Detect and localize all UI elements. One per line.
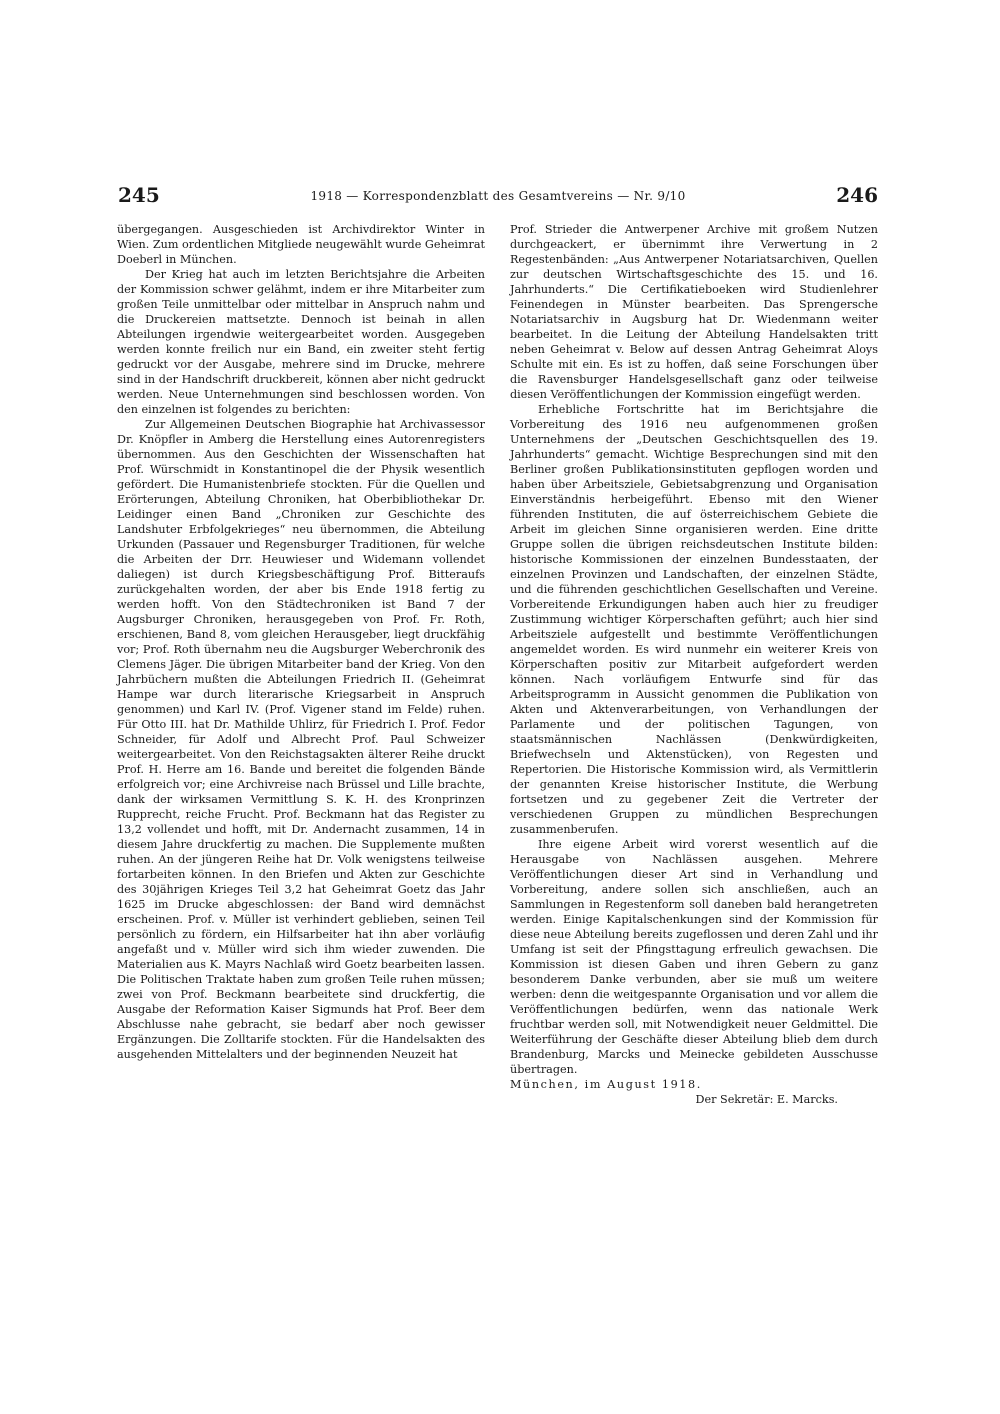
page-number-right: 246: [836, 183, 878, 207]
place-date: München, im August 1918.: [510, 1078, 702, 1091]
paragraph: Zur Allgemeinen Deutschen Biographie hat Archivassessor Dr. Knöpfler in Amberg die Herstellung eines Autorenregisters übernommen. Aus den Geschichten der Wissenschaften hat Prof. Würschmidt in Konstantinopel die der Physik wesentlich gefördert. Die Humanistenbriefe stockten. Für die Quellen und Erörterungen, Abteilung Chroniken, hat Oberbibliothekar Dr. Leidinger einen Band „Chroniken zur Geschichte des Landshuter Erbfolgekrieges“ neu übernommen, die Abteilung Urkunden (Passauer und Regensburger Traditionen, für welche die Arbeiten der Drr. Heuwieser und Widemann vollendet daliegen) ist durch Kriegsbeschäftigung Prof. Bitteraufs zurückgehalten worden, der aber bis Ende 1918 fertig zu werden hofft. Von den Städtechroniken ist Band 7 der Augsburger Chroniken, herausgegeben von Prof. Fr. Roth, erschienen, Band 8, vom gleichen Herausgeber, liegt druckfähig vor; Prof. Roth übernahm neu die Augsburger Weberchronik des Clemens Jäger. Die übrigen Mitarbeiter band der Krieg. Von den Jahrbüchern mußten die Abteilungen Friedrich II. (Geheimrat Hampe war durch literarische Kriegsarbeit in Anspruch genommen) und Karl IV. (Prof. Vigener stand im Felde) ruhen. Für Otto III. hat Dr. Mathilde Uhlirz, für Friedrich I. Prof. Fedor Schneider, für Adolf und Albrecht Prof. Paul Schweizer weitergearbeitet. Von den Reichstagsakten älterer Reihe druckt Prof. H. Herre am 16. Bande und bereitet die folgenden Bände erfolgreich vor; eine Archivreise nach Brüssel und Lille brachte, dank der wirksamen Vermittlung S. K. H. des Kronprinzen Rupprecht, reiche Frucht. Prof. Beckmann hat das Register zu 13,2 vollendet und hofft, mit Dr. Andernacht zusammen, 14 in diesem Jahre druckfertig zu machen. Die Supplemente mußten ruhen. An der jüngeren Reihe hat Dr. Volk wenigstens teilweise fortarbeiten können. In den Briefen und Akten zur Geschichte des 30jährigen Krieges Teil 3,2 hat Geheimrat Goetz das Jahr 1625 im Drucke abgeschlossen: der Band wird demnächst erscheinen. Prof. v. Müller ist verhindert geblieben, seinen Teil persönlich zu fördern, ein Hilfsarbeiter hat ihn aber vorläufig angefaßt und v. Müller wird sich ihm wieder zuwenden. Die Materialien aus K. Mayrs Nachlaß wird Goetz bearbeiten lassen. Die Politischen Traktate haben zum großen Teile ruhen müssen; zwei von Prof. Beckmann bearbeitete sind druckfertig, die Ausgabe der Reformation Kaiser Sigmunds hat Prof. Beer dem Abschlusse nahe gebracht, sie bedarf aber noch gewisser Ergänzungen. Die Zolltarife stockten. Für die Handelsakten des ausgehenden Mittelalters und der beginnenden Neuzeit hat: [117, 418, 485, 1061]
paragraph: Der Krieg hat auch im letzten Berichtsjahre die Arbeiten der Kommission schwer gelähmt, indem er ihre Mitarbeiter zum großen Teile unmittelbar oder mittelbar in Anspruch nahm und die Druckereien mattsetzte. Dennoch ist beinah in allen Abteilungen irgendwie weitergearbeitet worden. Ausgegeben werden konnte freilich nur ein Band, ein zweiter steht fertig gedruckt vor der Ausgabe, mehrere sind im Drucke, mehrere sind in der Handschrift druckbereit, können aber nicht gedruckt werden. Neue Unternehmungen sind beschlossen worden. Von den einzelnen ist folgendes zu berichten:: [117, 268, 485, 416]
paragraph: Ihre eigene Arbeit wird vorerst wesentlich auf die Herausgabe von Nachlässen ausgehen. Mehrere Veröffentlichungen dieser Art sind in Verhandlung und Vorbereitung, andere sollen sich anschließen, auch an Sammlungen in Regestenform soll daneben bald herangetreten werden. Einige Kapitalschenkungen sind der Kommission für diese neue Abteilung bereits zugeflossen und deren Zahl und ihr Umfang ist seit der Pfingsttagung erfreulich gewachsen. Die Kommission ist diesen Gaben und ihren Gebern zu ganz besonderem Danke verbunden, aber sie muß um weitere werben: denn die weitgespannte Organisation und vor allem die Veröffentlichungen bedürfen, wenn das nationale Werk fruchtbar werden soll, mit Notwendigkeit neuer Geldmittel. Die Weiterführung der Geschäfte dieser Abteilung blieb dem durch Brandenburg, Marcks und Meinecke gebildeten Ausschusse übertragen.: [510, 838, 878, 1076]
left-column: [117, 222, 485, 1062]
signature: Der Sekretär: E. Marcks.: [695, 1093, 838, 1106]
page-header: [118, 183, 878, 213]
running-title: 1918 — Korrespondenzblatt des Gesamtvereins — Nr. 9/10: [310, 189, 686, 203]
paragraph: Prof. Strieder die Antwerpener Archive mit großem Nutzen durchgeackert, er übernimmt ihre Verwertung in 2 Regestenbänden: „Aus Antwerpener Notariatsarchiven, Quellen zur deutschen Wirtschaftsgeschichte des 15. und 16. Jahrhunderts.“ Die Certifikatieboeken wird Studienlehrer Feinendegen in Münster bearbeiten. Das Sprengersche Notariatsarchiv in Augsburg hat Dr. Wiedenmann weiter bearbeitet. In die Leitung der Abteilung Handelsakten tritt neben Geheimrat v. Below auf dessen Antrag Geheimrat Aloys Schulte mit ein. Es ist zu hoffen, daß seine Forschungen über die Ravensburger Handelsgesellschaft ganz oder teilweise diesen Veröffentlichungen der Kommission eingefügt werden.: [510, 223, 878, 401]
paragraph: Erhebliche Fortschritte hat im Berichtsjahre die Vorbereitung des 1916 neu aufgenommenen großen Unternehmens der „Deutschen Geschichtsquellen des 19. Jahrhunderts“ gemacht. Wichtige Besprechungen sind mit den Berliner großen Publikationsinstituten gepflogen worden und haben über Arbeitsziele, Gebietsabgrenzung und Organisation Einverständnis herbeigeführt. Ebenso mit den Wiener führenden Instituten, die auf österreichischem Gebiete die Arbeit im gleichen Sinne organisieren werden. Eine dritte Gruppe sollen die übrigen reichsdeutschen Institute bilden: historische Kommissionen der einzelnen Bundesstaaten, der einzelnen Provinzen und Landschaften, der einzelnen Städte, und die führenden geschichtlichen Gesellschaften und Vereine. Vorbereitende Erkundigungen haben auch hier zu freudiger Zustimmung wichtiger Körperschaften geführt; auch hier sind Arbeitsziele aufgestellt und bestimmte Veröffentlichungen angemeldet worden. Es wird nunmehr ein weiterer Kreis von Körperschaften positiv zur Mitarbeit aufgefordert werden können. Nach vorläufigem Entwurfe sind für das Arbeitsprogramm in Aussicht genommen die Publikation von Akten und Aktenverarbeitungen, von Verhandlungen der Parlamente und der politischen Tagungen, von staatsmännischen Nachlässen (Denkwürdigkeiten, Briefwechseln und Aktenstücken), von Regesten und Repertorien. Die Historische Kommission wird, als Vermittlerin der genannten Kreise historischer Institute, die Werbung fortsetzen und zu gegebener Zeit die Vertreter der verschiedenen Gruppen zu mündlichen Besprechungen zusammenberufen.: [510, 403, 878, 836]
page-number-left: 245: [118, 183, 160, 207]
right-column: [510, 222, 878, 1107]
paragraph: übergegangen. Ausgeschieden ist Archivdirektor Winter in Wien. Zum ordentlichen Mitgliede neugewählt wurde Geheimrat Doeberl in München.: [117, 223, 485, 266]
